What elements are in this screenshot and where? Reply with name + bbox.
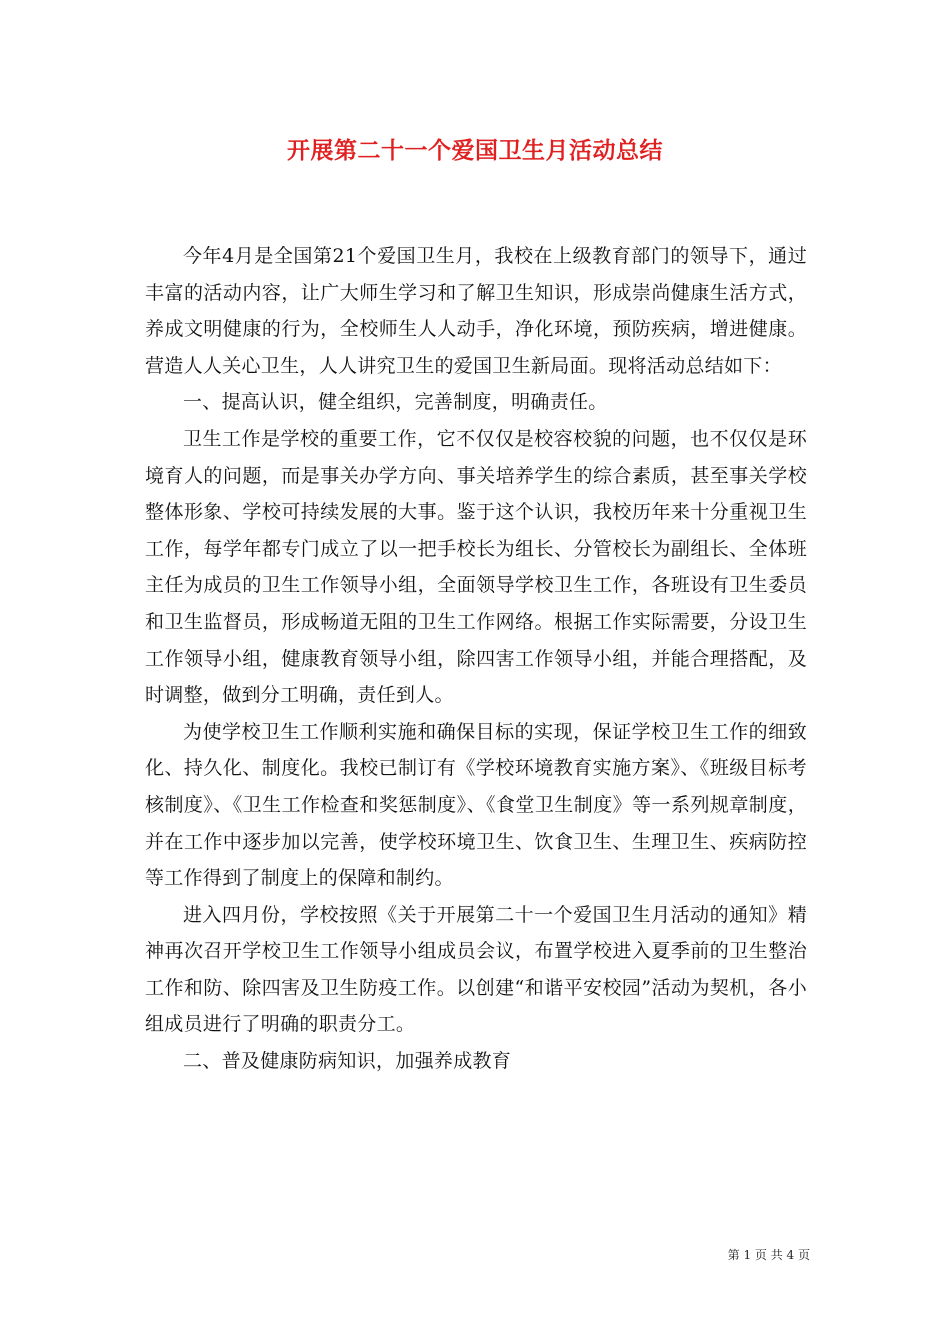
paragraph-intro: 今年4月是全国第21个爱国卫生月，我校在上级教育部门的领导下，通过丰富的活动内容，让广大师生学习和了解卫生知识，形成崇尚健康生活方式，养成文明健康的行为，全校师生人人动手，净化环境，预防疾病，增进健康。营造人人关心卫生，人人讲究卫生的爱国卫生新局面。现将活动总结如下： bbox=[145, 245, 807, 377]
paragraph-april-meeting: 进入四月份，学校按照《关于开展第二十一个爱国卫生月活动的通知》精神再次召开学校卫生工作领导小组成员会议，布置学校进入夏季前的卫生整治工作和防、除四害及卫生防疫工作。以创建“和谐平安校园”活动为契机，各小组成员进行了明确的职责分工。 bbox=[145, 903, 807, 1036]
paragraph-regulations: 为使学校卫生工作顺利实施和确保目标的实现，保证学校卫生工作的细致化、持久化、制度化。我校已制订有《学校环境教育实施方案》、《班级目标考核制度》、《卫生工作检查和奖惩制度》、《食堂卫生制度》等一系列规章制度，并在工作中逐步加以完善，使学校环境卫生、饮食卫生、生理卫生、疾病防控等工作得到了制度上的保障和制约。 bbox=[145, 720, 807, 890]
page-number-footer: 第 1 页 共 4 页 bbox=[727, 1248, 810, 1262]
document-title: 开展第二十一个爱国卫生月活动总结 bbox=[287, 137, 663, 164]
document-body bbox=[145, 238, 807, 1080]
section-heading-2: 二、普及健康防病知识，加强养成教育 bbox=[183, 1050, 512, 1073]
paragraph-organization: 卫生工作是学校的重要工作，它不仅仅是校容校貌的问题，也不仅仅是环境育人的问题，而是事关办学方向、事关培养学生的综合素质，甚至事关学校整体形象、学校可持续发展的大事。鉴于这个认识，我校历年来十分重视卫生工作，每学年都专门成立了以一把手校长为组长、分管校长为副组长、全体班主任为成员的卫生工作领导小组，全面领导学校卫生工作，各班设有卫生委员和卫生监督员，形成畅道无阻的卫生工作网络。根据工作实际需要，分设卫生工作领导小组，健康教育领导小组，除四害工作领导小组，并能合理搭配，及时调整，做到分工明确，责任到人。 bbox=[145, 427, 807, 707]
section-heading-1: 一、提高认识，健全组织，完善制度，明确责任。 bbox=[183, 391, 608, 414]
